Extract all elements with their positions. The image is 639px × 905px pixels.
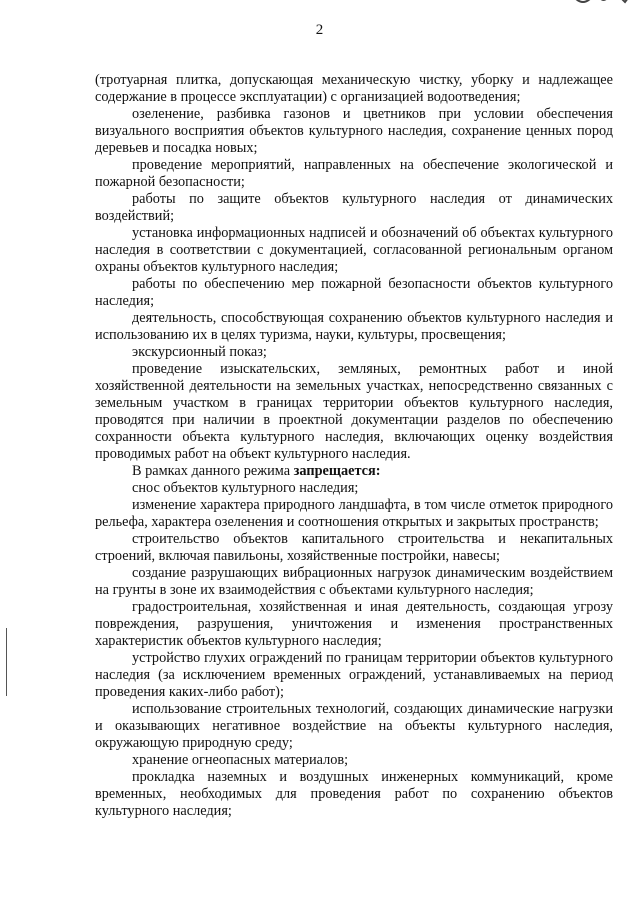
paragraph: проведение изыскательских, земляных, ремонтных работ и иной хозяйственной деятельности на земельных участках, непосредственно связанных с земельным участком в границах территории объектов культурного наследия, проводятся при наличии в проектной документации разделов по обеспечению сохранности объекта культурного наследия, включающих оценку воздействия проводимых работ на объект культурного наследия.	[95, 361, 613, 462]
page-number: 2	[315, 22, 324, 38]
paragraph: изменение характера природного ландшафта, в том числе отметок природного рельефа, характера озеленения и соотношения открытых и закрытых пространств;	[95, 497, 613, 530]
paragraph: создание разрушающих вибрационных нагрузок динамическим воздействием на грунты в зоне их взаимодействия с объектами культурного наследия;	[95, 565, 613, 598]
prohibited-keyword: запрещается:	[293, 463, 381, 479]
paragraph: хранение огнеопасных материалов;	[132, 752, 349, 768]
paragraph: экскурсионный показ;	[132, 344, 267, 360]
paragraph: снос объектов культурного наследия;	[132, 480, 359, 496]
margin-line	[6, 628, 7, 696]
document-body	[95, 72, 613, 820]
scan-artifact-mark	[573, 0, 633, 8]
paragraph: использование строительных технологий, создающих динамические нагрузки и оказывающих негативное воздействие на объекты культурного наследия, окружающую природную среду;	[95, 701, 613, 751]
paragraph: работы по защите объектов культурного наследия от динамических воздействий;	[95, 191, 613, 224]
paragraph: (тротуарная плитка, допускающая механическую чистку, уборку и надлежащее содержание в процессе эксплуатации) с организацией водоотведения;	[95, 72, 613, 105]
paragraph: проведение мероприятий, направленных на обеспечение экологической и пожарной безопасности;	[95, 157, 613, 190]
paragraph-lead-text: В рамках данного режима	[132, 463, 294, 479]
paragraph: строительство объектов капитального строительства и некапитальных строений, включая павильоны, хозяйственные постройки, навесы;	[95, 531, 613, 564]
paragraph: работы по обеспечению мер пожарной безопасности объектов культурного наследия;	[95, 276, 613, 309]
paragraph: установка информационных надписей и обозначений об объектах культурного наследия в соответствии с документацией, согласованной региональным органом охраны объектов культурного наследия;	[95, 225, 613, 275]
paragraph: озеленение, разбивка газонов и цветников при условии обеспечения визуального восприятия объектов культурного наследия, сохранение ценных пород деревьев и посадка новых;	[95, 106, 613, 156]
paragraph: прокладка наземных и воздушных инженерных коммуникаций, кроме временных, необходимых для проведения работ по сохранению объектов культурного наследия;	[95, 769, 613, 819]
paragraph: устройство глухих ограждений по границам территории объектов культурного наследия (за исключением временных ограждений, устанавливаемых на период проведения каких-либо работ);	[95, 650, 613, 700]
paragraph: деятельность, способствующая сохранению объектов культурного наследия и использованию их в целях туризма, науки, культуры, просвещения;	[95, 310, 613, 343]
paragraph: градостроительная, хозяйственная и иная деятельность, создающая угрозу повреждения, разрушения, уничтожения и изменения пространственных характеристик объектов культурного наследия;	[95, 599, 613, 649]
paragraph-prohibition-heading	[95, 463, 613, 480]
